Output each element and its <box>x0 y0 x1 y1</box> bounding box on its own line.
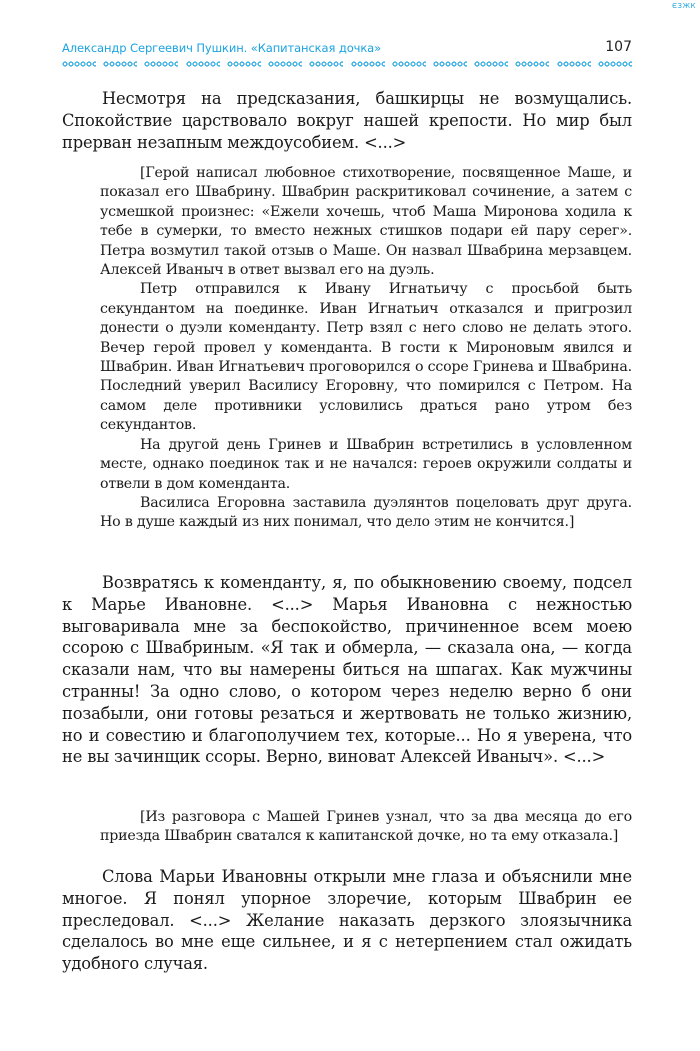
main-text-block-1 <box>62 88 632 153</box>
paragraph: Возвратясь к коменданту, я, по обыкновению своему, подсел к Марье Ивановне. <...> Марья Ивановна с нежностью выговаривала мне за беспокойство, причиненное всем моею ссорою с Швабриным. «Я так и обмерла, — сказала она, — когда сказали нам, что вы намерены биться на шпагах. Как мужчины странны! За одно слово, о котором через неделю верно б они позабыли, они готовы резаться и жертвовать не только жизнию, но и совестию и благополучием тех, которые... Но я уверена, что не вы зачинщик ссоры. Верно, виноват Алексей Иваныч». <...> <box>62 573 632 767</box>
main-text-block-3 <box>62 866 632 975</box>
summary-block-1 <box>100 164 632 533</box>
corner-mark: ЄЗЖК <box>672 2 696 10</box>
decorative-ornament-line <box>62 59 632 69</box>
running-title: Александр Сергеевич Пушкин. «Капитанская дочка» <box>62 41 382 55</box>
paragraph: Несмотря на предсказания, башкирцы не возмущались. Спокойствие царствовало вокруг нашей крепости. Но мир был прерван незапным междоусобием. <...> <box>62 89 632 152</box>
paragraph: Слова Марьи Ивановны открыли мне глаза и объяснили мне многое. Я понял упорное злоречие, которым Швабрин ее преследовал. <...> Желание наказать дерзкого злоязычника сделалось во мне еще сильнее, и я с нетерпением стал ожидать удобного случая. <box>62 867 632 974</box>
summary-paragraph: Василиса Егоровна заставила дуэлянтов поцеловать друг друга. Но в душе каждый из них понимал, что дело этим не кончится.] <box>100 494 632 531</box>
summary-paragraph: Петр отправился к Ивану Игнатьичу с просьбой быть секундантом на поединке. Иван Игнатьич отказался и пригрозил донести о дуэли коменданту. Петр взял с него слово не делать этого. Вечер герой провел у коменданта. В гости к Мироновым явился и Швабрин. Иван Игнатьевич проговорился о ссоре Гринева и Швабрина. Последний уверил Василису Егоровну, что помирился с Петром. На самом деле противники условились драться рано утром без секундантов. <box>100 281 632 434</box>
summary-paragraph: [Герой написал любовное стихотворение, посвященное Маше, и показал его Швабрину. Швабрин раскритиковал сочинение, а затем с усмешкой произнес: «Ежели хочешь, чтоб Маша Миронова ходила к тебе в сумерки, то вместо нежных стишков подари ей пару серег». Петра возмутил такой отзыв о Маше. Он назвал Швабрина мерзавцем. Алексей Иваныч в ответ вызвал его на дуэль. <box>100 165 632 279</box>
main-text-block-2 <box>62 572 632 768</box>
summary-block-2 <box>100 808 632 847</box>
page-number: 107 <box>605 39 632 55</box>
running-head <box>62 40 632 56</box>
summary-paragraph: [Из разговора с Машей Гринев узнал, что за два месяца до его приезда Швабрин сватался к капитанской дочке, но та ему отказала.] <box>100 809 632 845</box>
summary-paragraph: На другой день Гринев и Швабрин встретились в условленном месте, однако поединок так и не начался: героев окружили солдаты и отвели в дом коменданта. <box>100 436 632 492</box>
